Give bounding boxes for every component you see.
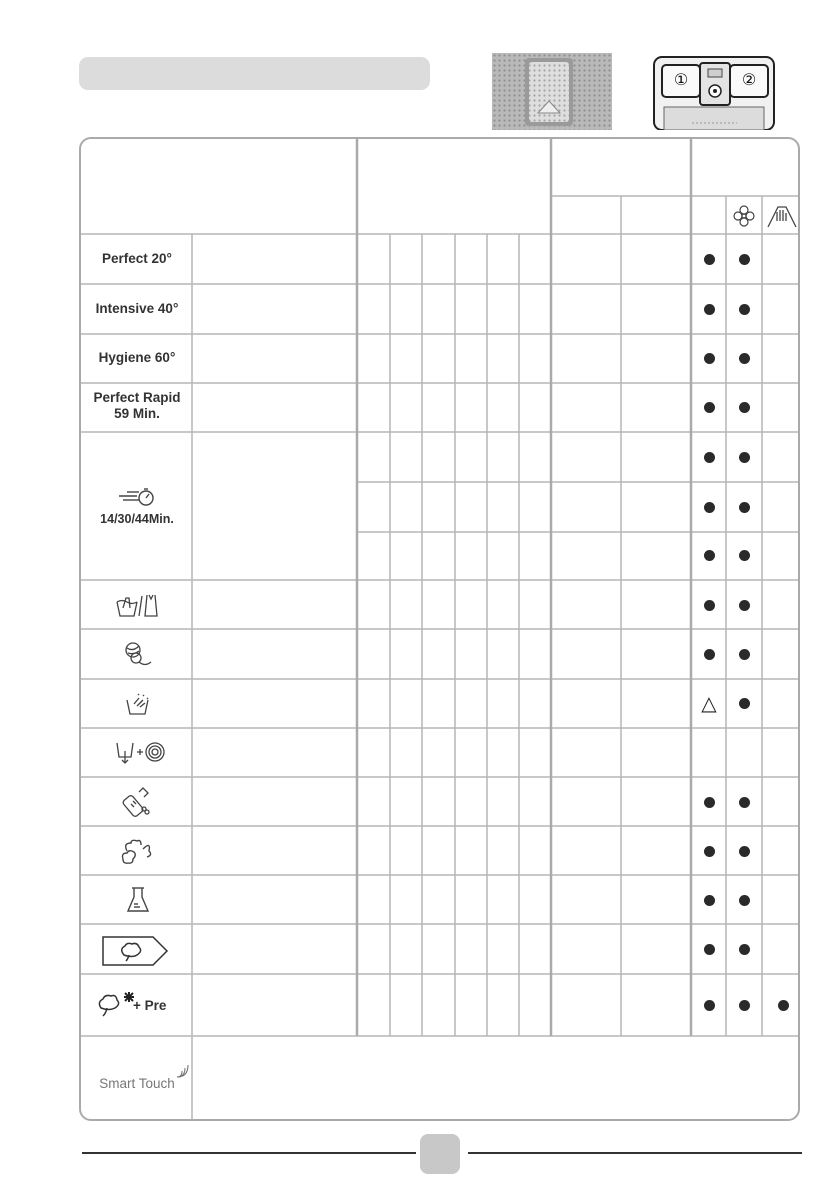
dot-marker <box>704 944 715 955</box>
programme-hygiene-60[interactable]: Hygiene 60° <box>98 350 176 365</box>
section-title-bar <box>79 57 430 90</box>
hand-wash-icon <box>768 207 796 227</box>
page-number-box <box>420 1134 460 1174</box>
stain-flask-icon[interactable] <box>126 886 150 914</box>
smart-touch-label: Smart Touch <box>99 1076 175 1091</box>
dot-marker <box>739 402 750 413</box>
programme-perfect-rapid[interactable] <box>81 390 193 422</box>
programme-perfect-20[interactable]: Perfect 20° <box>102 251 172 266</box>
wool-icon[interactable] <box>122 640 154 668</box>
baby-bottle-icon[interactable] <box>121 786 155 820</box>
programme-perfect-rapid-line2: 59 Min. <box>114 406 160 421</box>
drawer-compartments-photo <box>652 55 776 130</box>
programme-perfect-rapid-line1: Perfect Rapid <box>93 390 181 405</box>
dot-marker <box>739 895 750 906</box>
cotton-icon[interactable] <box>101 935 171 967</box>
dot-marker <box>704 797 715 808</box>
dot-marker <box>704 600 715 611</box>
footer-line-left <box>82 1152 416 1154</box>
hand-wash-delicates-icon[interactable] <box>115 592 161 620</box>
dot-marker <box>704 649 715 660</box>
dot-marker <box>704 846 715 857</box>
smart-touch-signal-icon <box>175 1065 189 1079</box>
compartment-two-label: ② <box>741 70 757 89</box>
dot-marker <box>704 304 715 315</box>
dot-marker <box>739 846 750 857</box>
dot-marker <box>739 797 750 808</box>
dot-marker <box>739 944 750 955</box>
table-grid <box>81 139 800 1121</box>
flower-icon <box>734 206 754 226</box>
dot-marker <box>704 254 715 265</box>
drawer-photo <box>492 53 612 130</box>
dot-marker <box>739 550 750 561</box>
dot-marker <box>704 1000 715 1011</box>
rapid-wash-icon <box>115 486 159 508</box>
dot-marker <box>739 502 750 513</box>
rinse-icon[interactable] <box>125 691 151 717</box>
programme-intensive-40[interactable]: Intensive 40° <box>95 301 179 316</box>
dot-marker <box>739 649 750 660</box>
programme-table <box>79 137 800 1121</box>
programme-rapid-14-30-44[interactable]: 14/30/44Min. <box>100 512 174 526</box>
dot-marker <box>778 1000 789 1011</box>
programme-prewash-label: + Pre <box>133 998 167 1013</box>
dot-marker <box>739 353 750 364</box>
dot-marker <box>704 550 715 561</box>
dot-marker <box>739 1000 750 1011</box>
footer-line-right <box>468 1152 802 1154</box>
dot-marker <box>704 452 715 463</box>
triangle-marker: △ <box>701 691 717 715</box>
dot-marker <box>704 402 715 413</box>
dot-marker <box>739 304 750 315</box>
allergy-care-icon[interactable] <box>119 837 155 867</box>
drain-spin-icon[interactable] <box>115 739 165 765</box>
dot-marker <box>704 895 715 906</box>
dot-marker <box>739 698 750 709</box>
compartment-one-label: ① <box>673 70 689 89</box>
dot-marker <box>739 600 750 611</box>
dot-marker <box>739 452 750 463</box>
dot-marker <box>704 353 715 364</box>
dot-marker <box>704 502 715 513</box>
dot-marker <box>739 254 750 265</box>
